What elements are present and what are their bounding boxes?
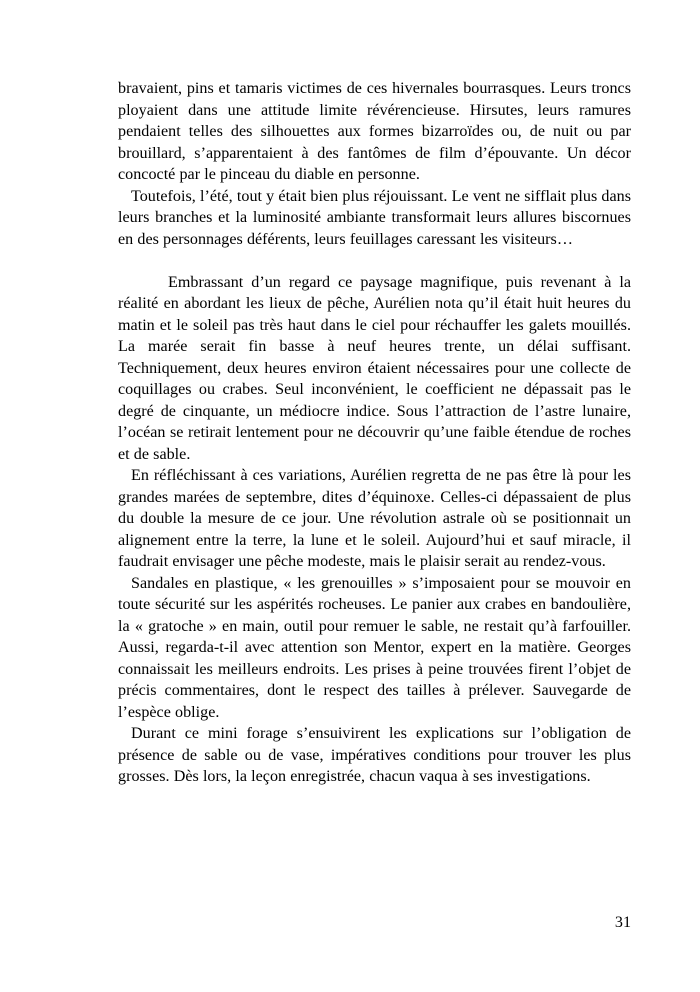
page-body-text [118, 78, 631, 788]
paragraph: Durant ce mini forage s’ensuivirent les explications sur l’obligation de présence de sable ou de vase, impératives conditions pour trouver les plus grosses. Dès lors, la leçon enregistrée, chacun vaqua à ses investigations. [118, 725, 631, 785]
paragraph-section-start: Embrassant d’un regard ce paysage magnifique, puis revenant à la réalité en abordant les lieux de pêche, Aurélien nota qu’il était huit heures du matin et le soleil pas très haut dans le ciel pour réchauffer les galets mouillés. La marée serait fin basse à neuf heures trente, un délai suffisant. Techniquement, deux heures environ étaient nécessaires pour une collecte de coquillages ou crabes. Seul inconvénient, le coefficient ne dépassait pas le degré de cinquante, un médiocre indice. Sous l’attraction de l’astre lunaire, l’océan se retirait lentement pour ne découvrir qu’une faible étendue de roches et de sable. [118, 273, 631, 463]
paragraph: Sandales en plastique, « les grenouilles » s’imposaient pour se mouvoir en toute sécurité sur les aspérités rocheuses. Le panier aux crabes en bandoulière, la « gratoche » en main, outil pour remuer le sable, ne restait qu’à farfouiller. Aussi, regarda-t-il avec attention son Mentor, expert en la matière. Georges connaissait les meilleurs endroits. Les prises à peine trouvées firent l’objet de précis commentaires, dont le respect des tailles à prélever. Sauvegarde de l’espèce oblige. [118, 574, 631, 721]
paragraph: Toutefois, l’été, tout y était bien plus réjouissant. Le vent ne sifflait plus dans leurs branches et la luminosité ambiante transformait leurs allures biscornues en des personnages déférents, leurs feuillages caressant les visiteurs… [118, 187, 631, 248]
paragraph: En réfléchissant à ces variations, Aurélien regretta de ne pas être là pour les grandes marées de septembre, dites d’équinoxe. Celles-ci dépassaient de plus du double la mesure de ce jour. Une révolution astrale où se positionnait un alignement entre la terre, la lune et le soleil. Aujourd’hui et sauf miracle, il faudrait envisager une pêche modeste, mais le plaisir serait au rendez-vous. [118, 467, 631, 570]
paragraph-continuation: bravaient, pins et tamaris victimes de ces hivernales bourrasques. Leurs troncs ployaient dans une attitude limite révérencieuse. Hirsutes, leurs ramures pendaient telles des silhouettes aux formes bizarroïdes ou, de nuit ou par brouillard, s’apparentaient à des fantômes de film d’épouvante. Un décor concocté par le pinceau du diable en personne. [118, 80, 631, 183]
page-number: 31 [614, 914, 631, 931]
